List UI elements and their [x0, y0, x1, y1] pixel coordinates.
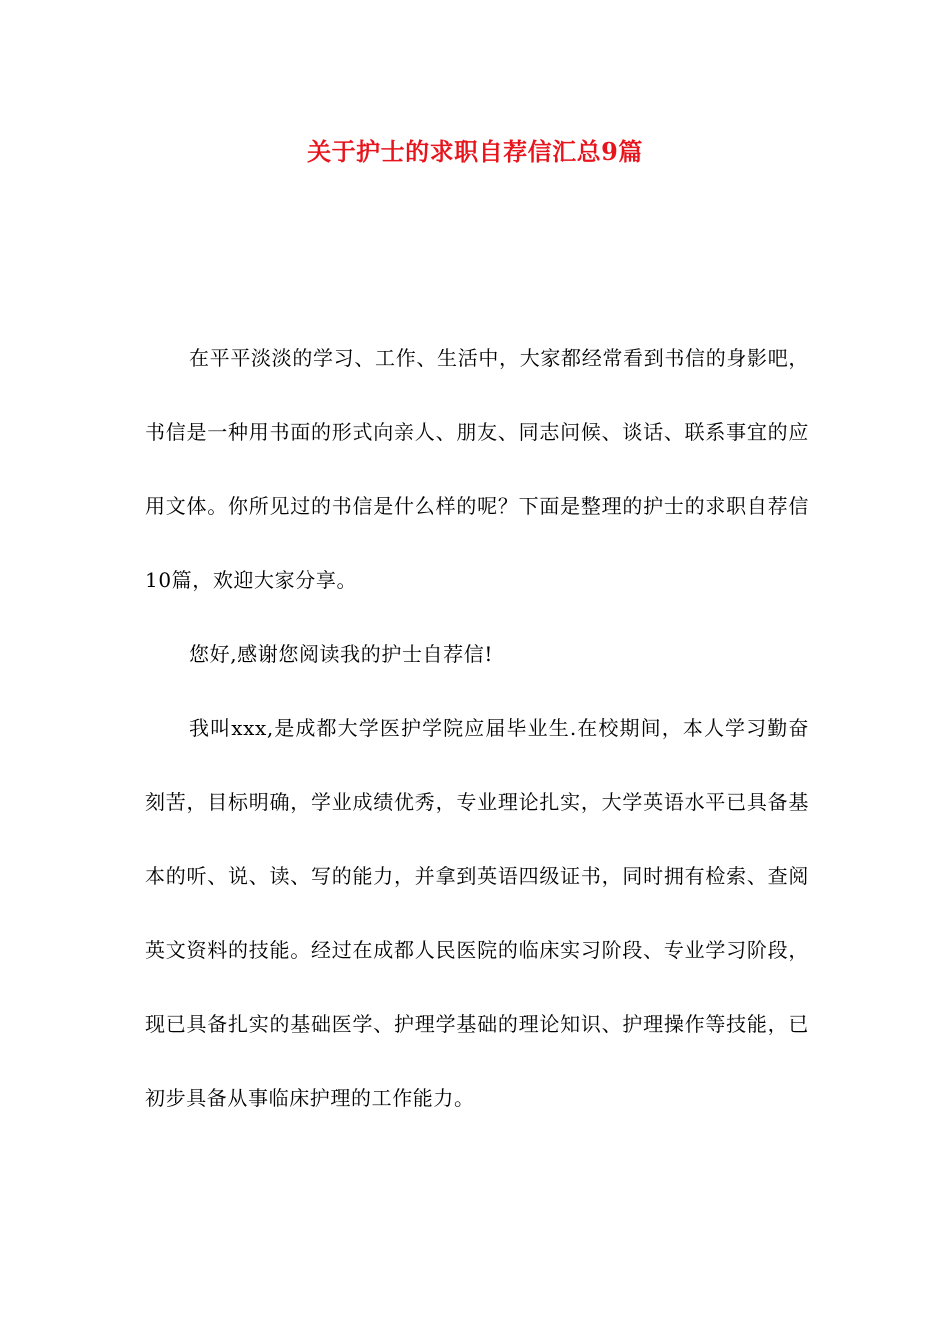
- document-body: [145, 321, 809, 1135]
- self-introduction-paragraph: 我叫xxx,是成都大学医护学院应届毕业生.在校期间，本人学习勤奋刻苦，目标明确，学业成绩优秀，专业理论扎实，大学英语水平已具备基本的听、说、读、写的能力，并拿到英语四级证书，同时拥有检索、查阅英文资料的技能。经过在成都人民医院的临床实习阶段、专业学习阶段，现已具备扎实的基础医学、护理学基础的理论知识、护理操作等技能，已初步具备从事临床护理的工作能力。: [145, 716, 809, 1110]
- intro-paragraph: 在平平淡淡的学习、工作、生活中，大家都经常看到书信的身影吧，书信是一种用书面的形式向亲人、朋友、同志问候、谈话、联系事宜的应用文体。你所见过的书信是什么样的呢？下面是整理的护士的求职自荐信10篇，欢迎大家分享。: [145, 346, 809, 592]
- document-title: 关于护士的求职自荐信汇总9篇: [307, 137, 643, 166]
- greeting-paragraph: 您好,感谢您阅读我的护士自荐信!: [189, 642, 493, 666]
